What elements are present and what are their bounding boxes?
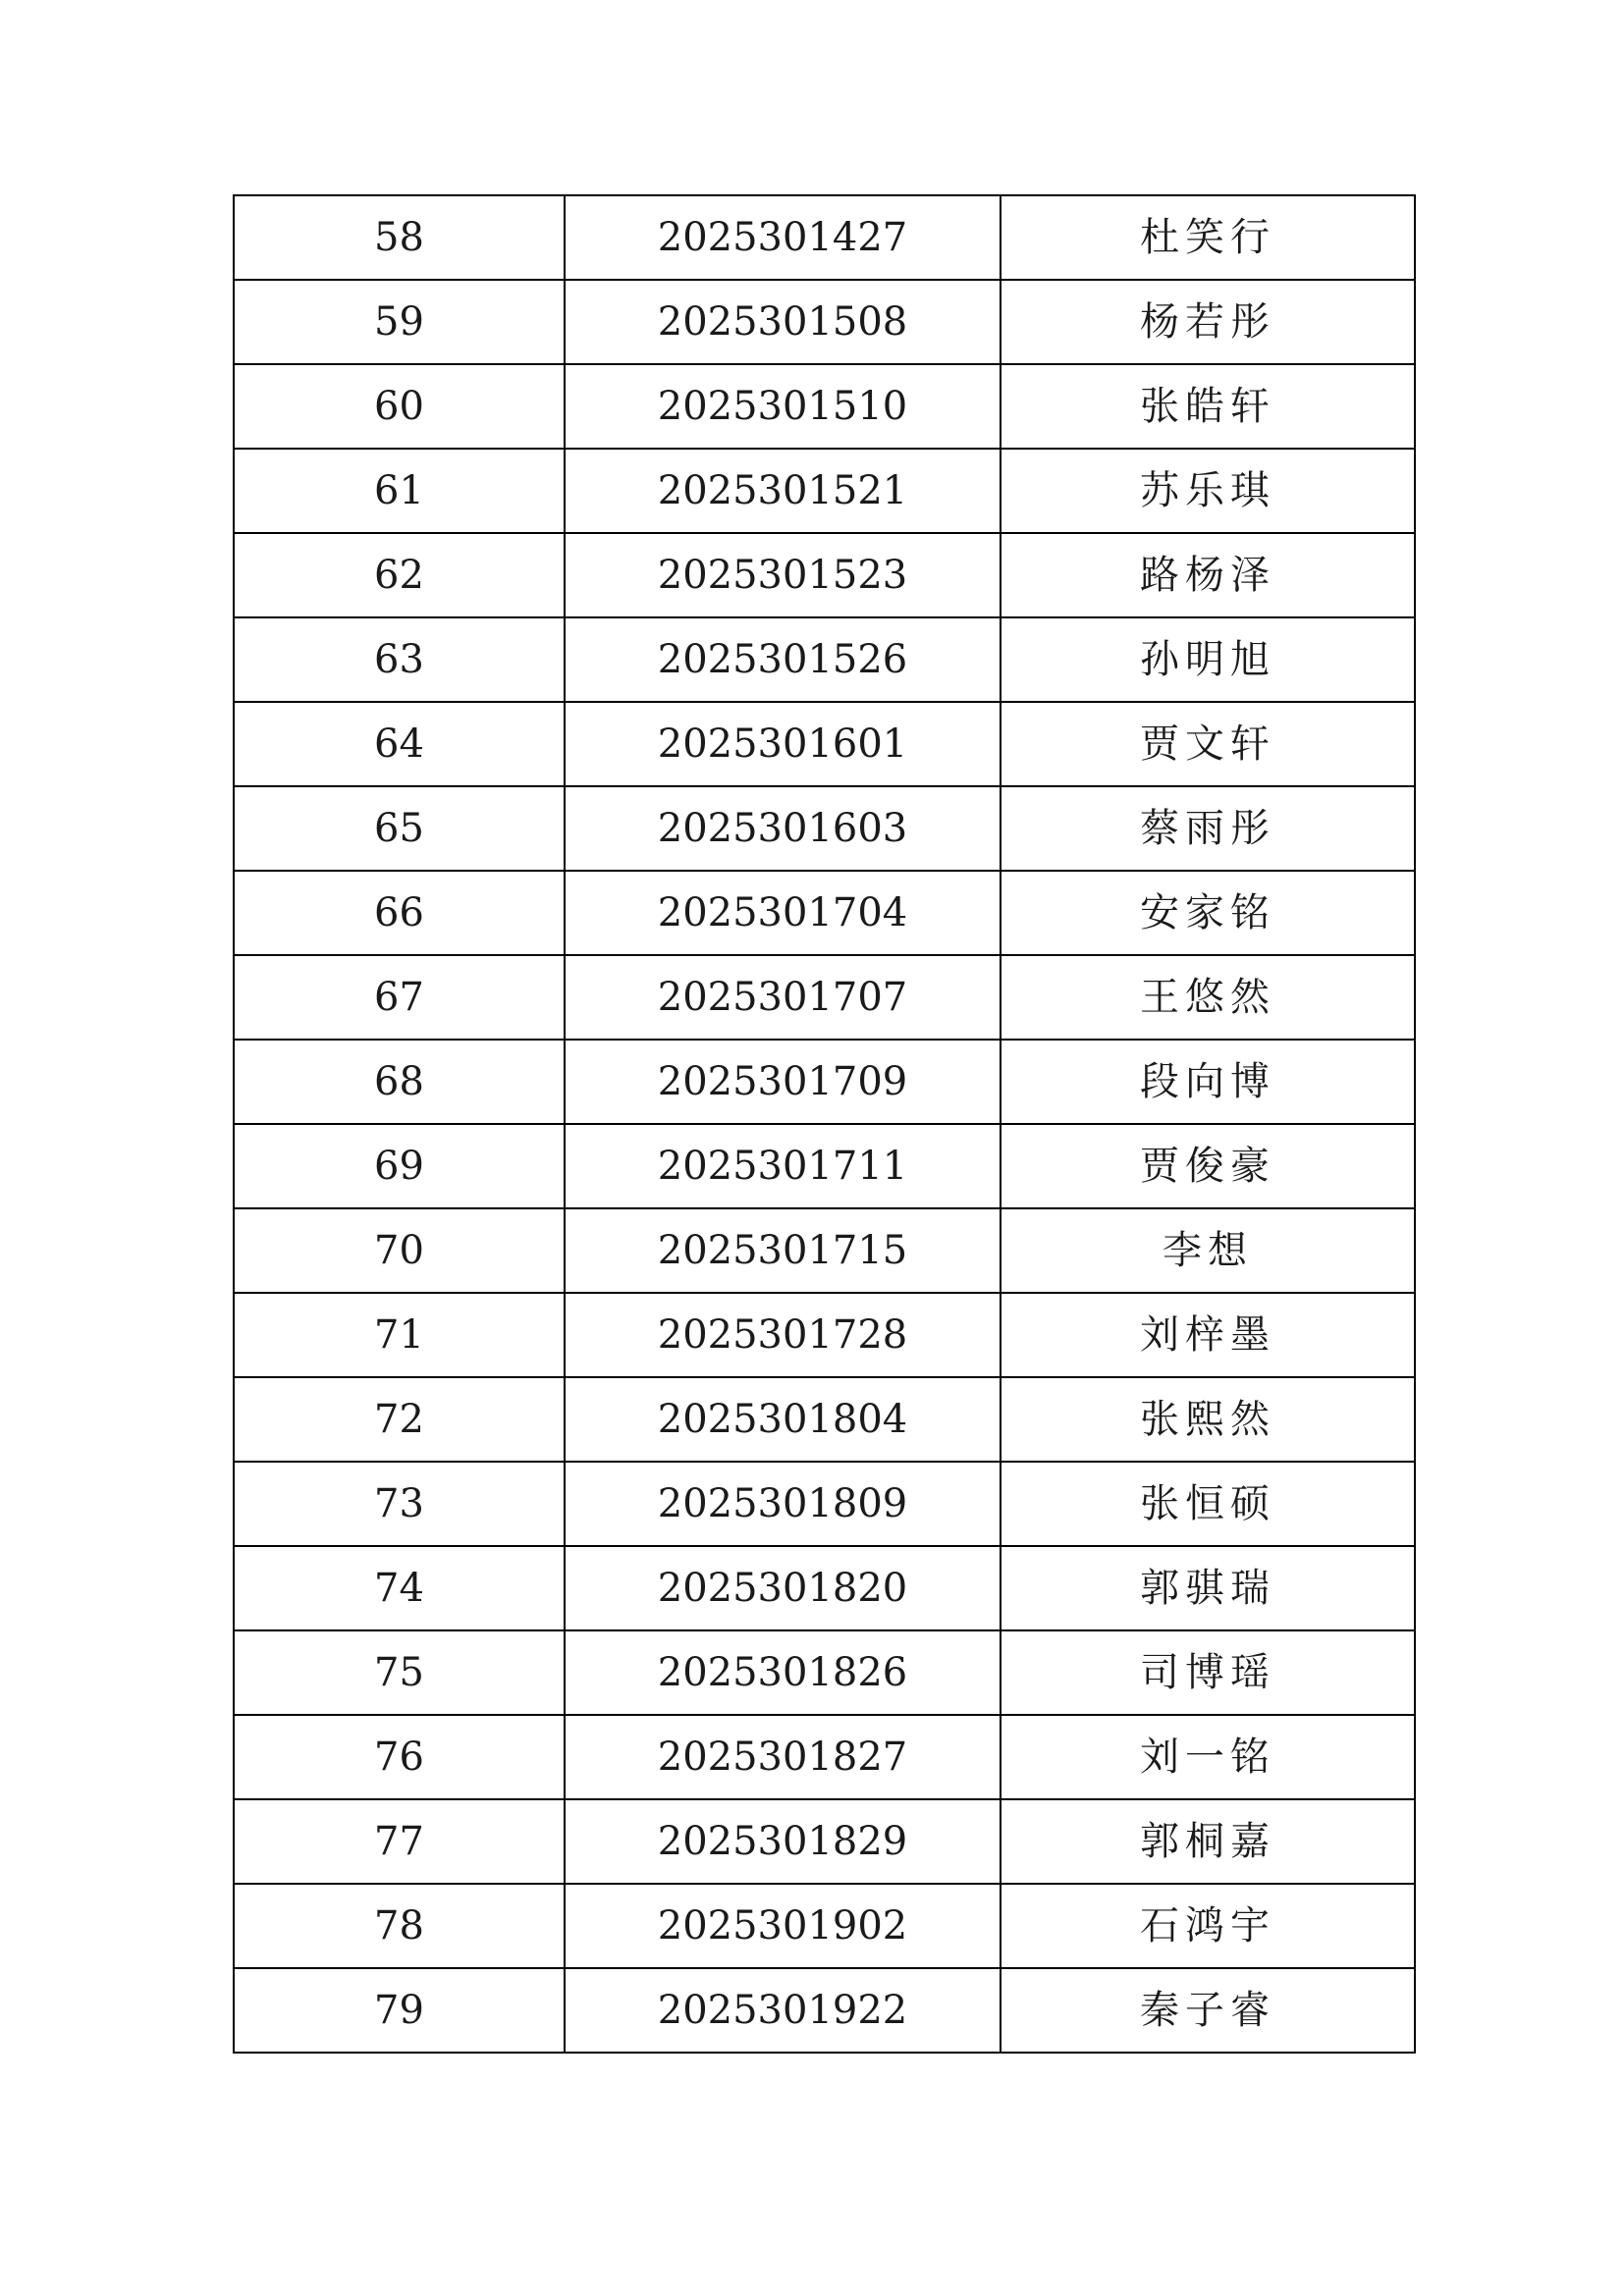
row-number-cell: 74 [234,1546,565,1630]
student-id-cell: 2025301510 [565,364,1001,449]
table-row [234,1968,1415,2053]
table-row [234,1040,1415,1124]
table-row [234,1799,1415,1884]
table-row [234,1293,1415,1377]
student-id-cell: 2025301521 [565,449,1001,533]
table-row [234,1208,1415,1293]
table-row [234,533,1415,617]
student-name-cell: 王悠然 [1001,955,1415,1040]
student-id-cell: 2025301820 [565,1546,1001,1630]
row-number-cell: 78 [234,1884,565,1968]
student-id-cell: 2025301827 [565,1715,1001,1799]
table-row [234,617,1415,702]
student-name-cell: 蔡雨彤 [1001,786,1415,871]
student-name-cell: 杜笑行 [1001,195,1415,280]
student-name-cell: 安家铭 [1001,871,1415,955]
student-name-cell: 杨若彤 [1001,280,1415,364]
row-number-cell: 77 [234,1799,565,1884]
table-row [234,871,1415,955]
table-row [234,1462,1415,1546]
row-number-cell: 69 [234,1124,565,1208]
student-id-cell: 2025301728 [565,1293,1001,1377]
student-id-cell: 2025301715 [565,1208,1001,1293]
student-name-cell: 贾文轩 [1001,702,1415,786]
student-name-cell: 苏乐琪 [1001,449,1415,533]
row-number-cell: 65 [234,786,565,871]
student-name-cell: 张皓轩 [1001,364,1415,449]
student-name-cell: 孙明旭 [1001,617,1415,702]
table-row [234,1715,1415,1799]
student-id-cell: 2025301922 [565,1968,1001,2053]
row-number-cell: 70 [234,1208,565,1293]
table-row [234,1377,1415,1462]
student-name-cell: 秦子睿 [1001,1968,1415,2053]
row-number-cell: 73 [234,1462,565,1546]
table-row [234,364,1415,449]
student-name-cell: 张熙然 [1001,1377,1415,1462]
row-number-cell: 61 [234,449,565,533]
row-number-cell: 59 [234,280,565,364]
table-row [234,1546,1415,1630]
student-id-cell: 2025301523 [565,533,1001,617]
student-id-cell: 2025301902 [565,1884,1001,1968]
student-name-cell: 路杨泽 [1001,533,1415,617]
student-name-cell: 石鸿宇 [1001,1884,1415,1968]
student-name-cell: 刘一铭 [1001,1715,1415,1799]
student-roster-table [233,194,1416,2054]
row-number-cell: 58 [234,195,565,280]
table-row [234,1124,1415,1208]
table-row [234,449,1415,533]
student-name-cell: 段向博 [1001,1040,1415,1124]
table-row [234,1630,1415,1715]
row-number-cell: 60 [234,364,565,449]
table-row [234,280,1415,364]
student-id-cell: 2025301427 [565,195,1001,280]
student-name-cell: 李想 [1001,1208,1415,1293]
row-number-cell: 67 [234,955,565,1040]
table-row [234,195,1415,280]
row-number-cell: 79 [234,1968,565,2053]
student-name-cell: 司博瑶 [1001,1630,1415,1715]
student-name-cell: 张恒硕 [1001,1462,1415,1546]
student-id-cell: 2025301709 [565,1040,1001,1124]
student-id-cell: 2025301603 [565,786,1001,871]
row-number-cell: 75 [234,1630,565,1715]
student-id-cell: 2025301601 [565,702,1001,786]
row-number-cell: 72 [234,1377,565,1462]
table-row [234,1884,1415,1968]
table-row [234,786,1415,871]
student-id-cell: 2025301829 [565,1799,1001,1884]
row-number-cell: 76 [234,1715,565,1799]
table-row [234,955,1415,1040]
row-number-cell: 66 [234,871,565,955]
row-number-cell: 62 [234,533,565,617]
student-name-cell: 郭骐瑞 [1001,1546,1415,1630]
row-number-cell: 64 [234,702,565,786]
student-id-cell: 2025301526 [565,617,1001,702]
student-id-cell: 2025301711 [565,1124,1001,1208]
student-name-cell: 贾俊豪 [1001,1124,1415,1208]
student-id-cell: 2025301826 [565,1630,1001,1715]
row-number-cell: 63 [234,617,565,702]
student-id-cell: 2025301508 [565,280,1001,364]
student-id-cell: 2025301809 [565,1462,1001,1546]
row-number-cell: 71 [234,1293,565,1377]
student-name-cell: 郭桐嘉 [1001,1799,1415,1884]
student-id-cell: 2025301707 [565,955,1001,1040]
table-row [234,702,1415,786]
row-number-cell: 68 [234,1040,565,1124]
student-id-cell: 2025301804 [565,1377,1001,1462]
student-id-cell: 2025301704 [565,871,1001,955]
roster-table-body [234,195,1415,2053]
student-name-cell: 刘梓墨 [1001,1293,1415,1377]
